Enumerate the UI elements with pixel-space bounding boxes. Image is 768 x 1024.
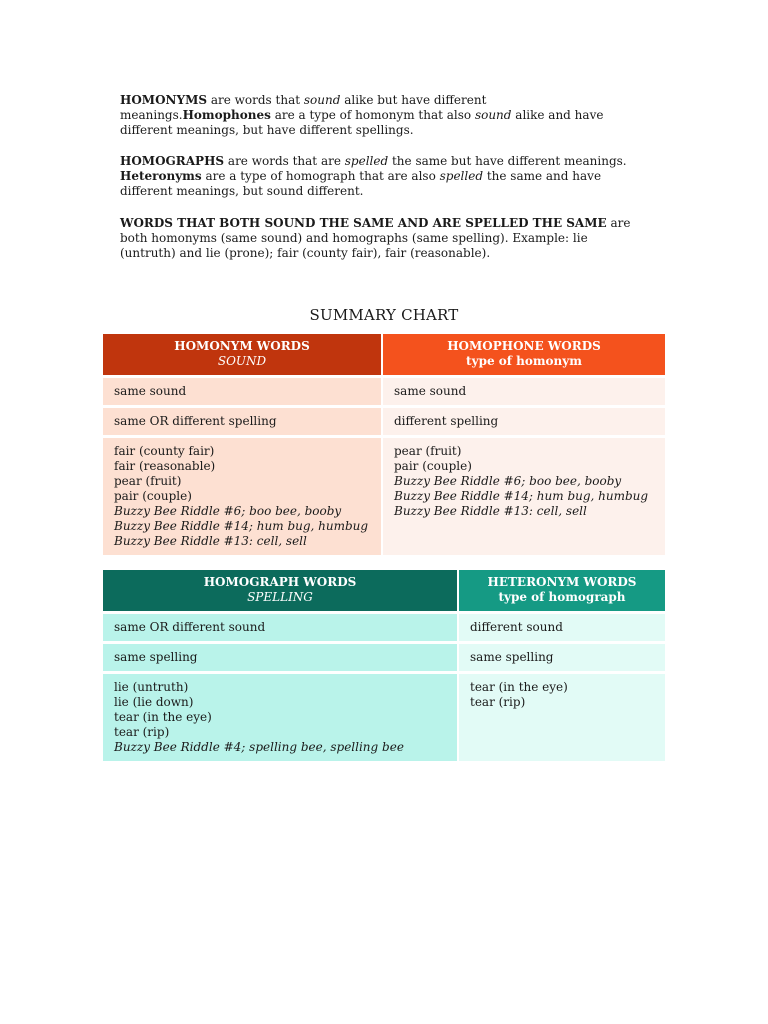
example-item: lie (lie down) [114,695,194,709]
example-item: fair (county fair) [114,444,215,458]
header-subtitle: SPELLING [247,590,313,604]
both-paragraph [120,216,640,261]
table-cell: same spelling [459,644,665,671]
table-header-row [103,570,665,611]
header-title: HETERONYM WORDS [487,575,637,589]
examples-cell [103,438,383,555]
example-item: tear (in the eye) [114,710,212,724]
emphasis: spelled [344,154,389,168]
header-subtitle: type of homograph [498,590,626,604]
header-subtitle: SOUND [217,354,267,368]
table-row [103,408,665,435]
table-row-examples [103,674,665,761]
table-header-row [103,334,665,375]
table-row-examples [103,438,665,555]
table-cell: same sound [383,378,665,405]
header-subtitle: type of homonym [466,354,582,368]
homophones-term: Homophones [182,108,271,122]
emphasis: sound [303,93,341,107]
table-cell: same spelling [103,644,459,671]
example-item: Buzzy Bee Riddle #14; hum bug, humbug [394,489,649,503]
homonyms-paragraph [120,93,640,138]
emphasis: spelled [439,169,484,183]
homonym-summary-table [103,331,665,558]
example-item: Buzzy Bee Riddle #14; hum bug, humbug [114,519,369,533]
text: the same but have different meanings. [388,154,627,168]
text: alike and have different meanings, but have different spellings. [120,108,604,137]
text: are words that [207,93,304,107]
heteronyms-term: Heteronyms [120,169,202,183]
header-title: HOMOPHONE WORDS [447,339,601,353]
example-item: tear (rip) [114,725,170,739]
text: alike but have different meanings. [120,93,487,122]
examples-cell [383,438,665,555]
table-row [103,614,665,641]
summary-chart-title: SUMMARY CHART [309,306,459,324]
example-item: Buzzy Bee Riddle #6; boo bee, booby [394,474,622,488]
example-item: pair (couple) [394,459,472,473]
homographs-term: HOMOGRAPHS [120,154,225,168]
example-item: Buzzy Bee Riddle #13: cell, sell [394,504,587,518]
both-term: WORDS THAT BOTH SOUND THE SAME AND ARE SPELLED THE SAME [120,216,607,230]
homonym-words-header [103,334,383,375]
table-cell: same sound [103,378,383,405]
example-item: pear (fruit) [394,444,462,458]
example-item: pear (fruit) [114,474,182,488]
table-row [103,644,665,671]
example-item: Buzzy Bee Riddle #13: cell, sell [114,534,307,548]
examples-cell [103,674,459,761]
example-item: fair (reasonable) [114,459,216,473]
example-item: tear (rip) [470,695,526,709]
table-row [103,378,665,405]
homographs-paragraph [120,154,640,199]
header-title: HOMONYM WORDS [174,339,310,353]
text: the same and have different meanings, but sound different. [120,169,602,198]
homograph-words-header [103,570,459,611]
text: are a type of homonym that also [270,108,475,122]
homonyms-term: HOMONYMS [120,93,208,107]
table-cell: different sound [459,614,665,641]
example-item: Buzzy Bee Riddle #6; boo bee, booby [114,504,342,518]
homograph-summary-table [103,567,665,764]
homophone-words-header [383,334,665,375]
table-cell: same OR different sound [103,614,459,641]
header-title: HOMOGRAPH WORDS [203,575,357,589]
heteronym-words-header [459,570,665,611]
example-item: pair (couple) [114,489,192,503]
table-cell: different spelling [383,408,665,435]
example-item: Buzzy Bee Riddle #4; spelling bee, spelling bee [114,740,404,754]
emphasis: sound [474,108,512,122]
table-cell: same OR different spelling [103,408,383,435]
text: are both homonyms (same sound) and homographs (same spelling). Example: lie (untruth) and lie (prone); fair (county fair), fair (reasonable). [120,216,631,260]
text: are a type of homograph that are also [201,169,440,183]
example-item: lie (untruth) [114,680,189,694]
text: are words that are [224,154,345,168]
example-item: tear (in the eye) [470,680,568,694]
examples-cell [459,674,665,761]
